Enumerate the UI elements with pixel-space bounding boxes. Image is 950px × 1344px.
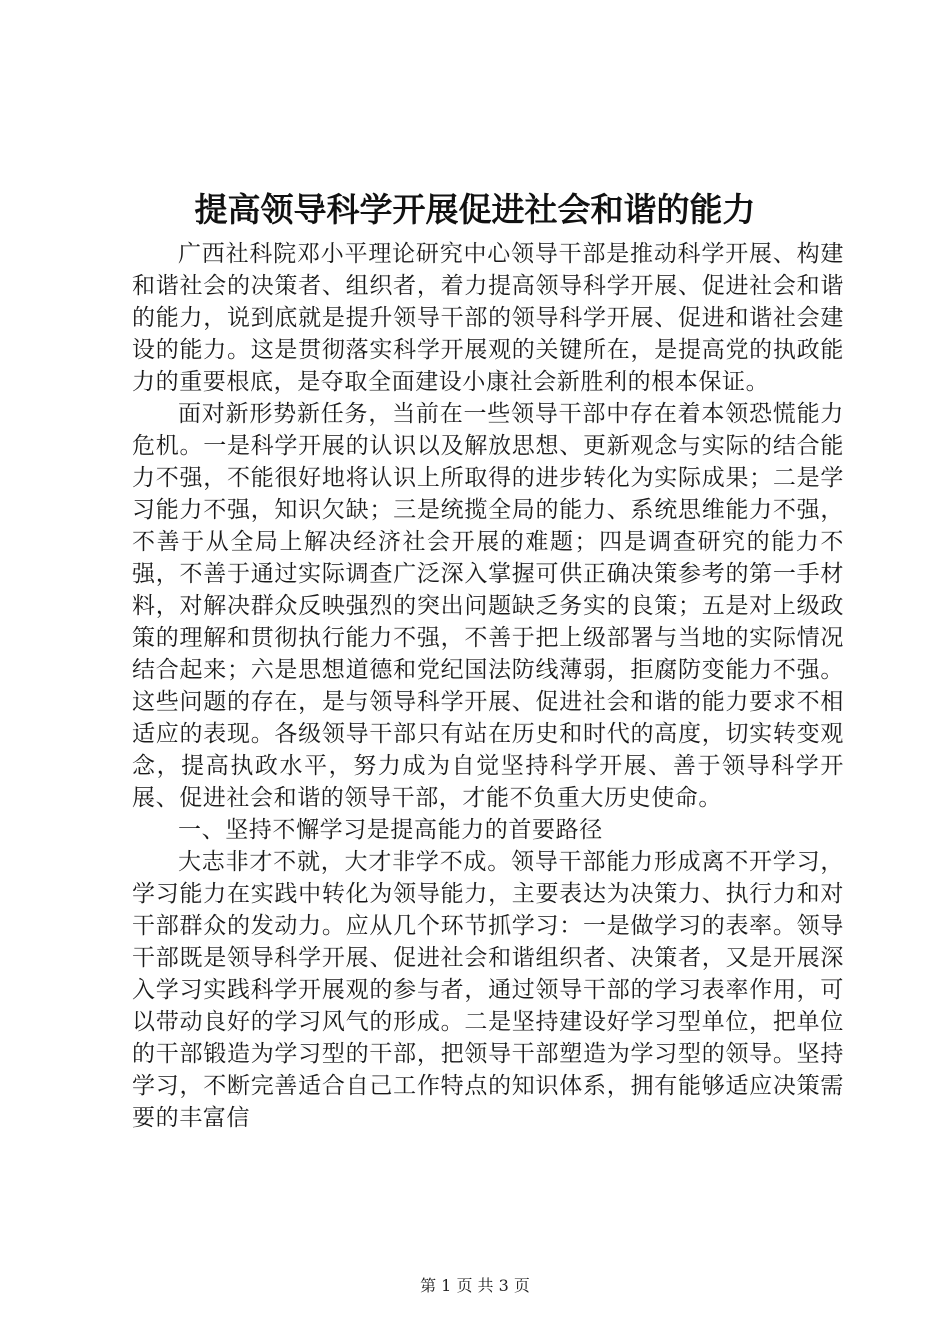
document-title: 提高领导科学开展促进社会和谐的能力 bbox=[194, 190, 756, 229]
paragraph-section-1: 大志非才不就，大才非学不成。领导干部能力形成离不开学习，学习能力在实践中转化为领导能力，主要表达为决策力、执行力和对干部群众的发动力。应从几个环节抓学习：一是做学习的表率。领导干部既是领导科学开展、促进社会和谐组织者、决策者，又是开展深入学习实践科学开展观的参与者，通过领导干部的学习表率作用，可以带动良好的学习风气的形成。二是坚持建设好学习型单位，把单位的干部锻造为学习型的干部，把领导干部塑造为学习型的领导。坚持学习，不断完善适合自己工作特点的知识体系，拥有能够适应决策需要的丰富信 bbox=[132, 849, 844, 1131]
paragraph-problems: 面对新形势新任务，当前在一些领导干部中存在着本领恐慌能力危机。一是科学开展的认识以及解放思想、更新观念与实际的结合能力不强，不能很好地将认识上所取得的进步转化为实际成果；二是学习能力不强，知识欠缺；三是统揽全局的能力、系统思维能力不强，不善于从全局上解决经济社会开展的难题；四是调查研究的能力不强，不善于通过实际调查广泛深入掌握可供正确决策参考的第一手材料，对解决群众反映强烈的突出问题缺乏务实的良策；五是对上级政策的理解和贯彻执行能力不强，不善于把上级部署与当地的实际情况结合起来；六是思想道德和党纪国法防线薄弱，拒腐防变能力不强。这些问题的存在，是与领导科学开展、促进社会和谐的能力要求不相适应的表现。各级领导干部只有站在历史和时代的高度，切实转变观念，提高执政水平，努力成为自觉坚持科学开展、善于领导科学开展、促进社会和谐的领导干部，才能不负重大历史使命。 bbox=[132, 401, 844, 811]
section-heading: 一、坚持不懈学习是提高能力的首要路径 bbox=[178, 817, 603, 843]
document-body bbox=[132, 238, 844, 1134]
page-footer: 第 1 页 共 3 页 bbox=[420, 1276, 530, 1295]
paragraph-intro: 广西社科院邓小平理论研究中心领导干部是推动科学开展、构建和谐社会的决策者、组织者，着力提高领导科学开展、促进社会和谐的能力，说到底就是提升领导干部的领导科学开展、促进和谐社会建设的能力。这是贯彻落实科学开展观的关键所在，是提高党的执政能力的重要根底，是夺取全面建设小康社会新胜利的根本保证。 bbox=[132, 241, 844, 395]
